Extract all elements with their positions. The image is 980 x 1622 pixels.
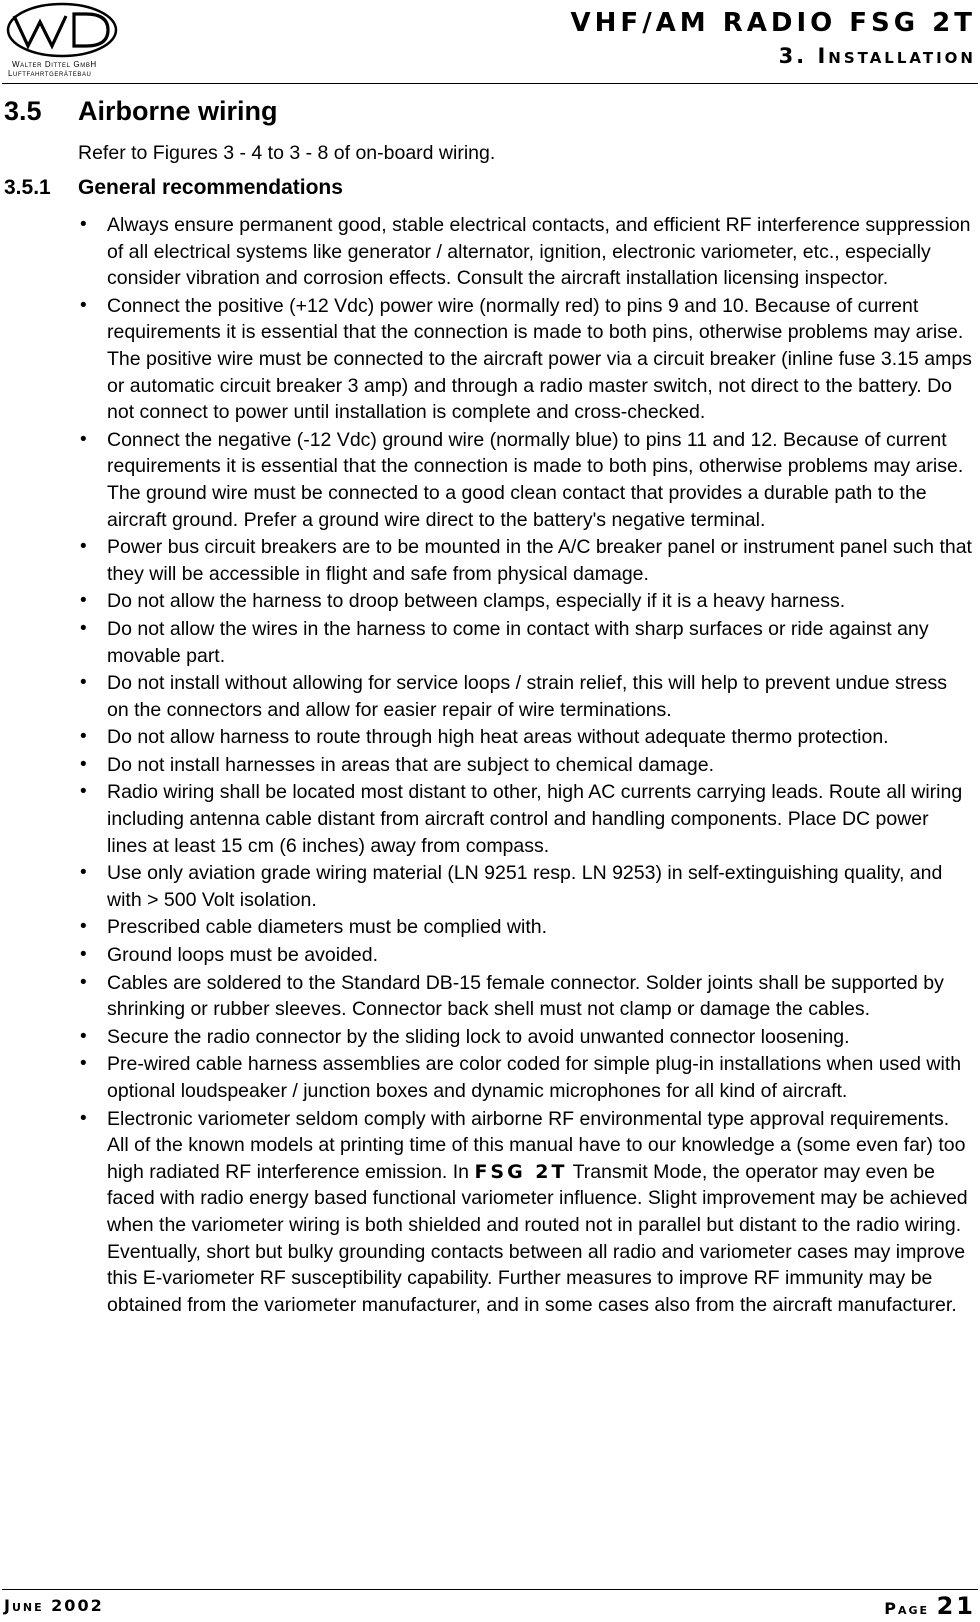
page-label: Page — [884, 1599, 930, 1618]
list-item-text: Ground loops must be avoided. — [107, 944, 379, 967]
chapter-title: 3. Installation — [778, 44, 976, 68]
list-item-text: Do not allow harness to route through high heat areas without adequate thermo protection. — [107, 726, 889, 749]
section-intro: Refer to Figures 3 - 4 to 3 - 8 of on-board wiring. — [78, 142, 496, 164]
bullet-icon: • — [80, 214, 87, 235]
header-divider — [2, 83, 978, 84]
bullet-icon: • — [80, 590, 87, 612]
list-item — [0, 212, 980, 292]
bullet-icon: • — [80, 753, 87, 775]
bullet-icon: • — [80, 726, 87, 748]
footer-date: June 2002 — [4, 1596, 104, 1615]
list-item-text: Cables are soldered to the Standard DB-15 female connector. Solder joints shall be supported by shrinking or rubber sleeves. Connector back shell must not clamp or damage the cables. — [107, 971, 944, 1021]
logo-company-name: Walter Dittel GmbH — [12, 60, 97, 69]
list-item-text: Prescribed cable diameters must be complied with. — [107, 916, 548, 939]
list-item-text: Do not allow the wires in the harness to come in contact with sharp surfaces or ride against any movable part. — [107, 617, 929, 667]
page-number: 21 — [936, 1592, 976, 1620]
list-item-text: Connect the positive (+12 Vdc) power wire (normally red) to pins 9 and 10. Because of current requirements it is essential that the connection is made to both pins, otherwise problems may arise. The positive wire must be connected to the aircraft power via a circuit breaker (inline fuse 3.15 amps or automatic circuit breaker 3 amp) and through a radio master switch, not direct to the battery. Do not connect to power until installation is complete and cross-checked. — [107, 294, 972, 424]
list-item — [0, 914, 980, 941]
list-item — [0, 1024, 980, 1051]
list-item-text-part1: Electronic variometer seldom comply with airborne RF environmental type approval requirements. All of the known models at printing time of this manual have to our knowledge a (some even far) too high radiated RF interference emission. In — [107, 1107, 966, 1183]
recommendations-list — [0, 212, 980, 1319]
product-name: FSG 2T — [474, 1160, 568, 1183]
section-title: Airborne wiring — [78, 96, 278, 126]
document-title: VHF/AM RADIO FSG 2T — [570, 8, 976, 38]
bullet-icon: • — [80, 1053, 87, 1075]
list-item-text: Use only aviation grade wiring material (LN 9251 resp. LN 9253) in self-extinguishing quality, and with > 500 Volt isolation. — [107, 862, 943, 911]
bullet-icon: • — [80, 1025, 87, 1047]
bullet-icon: • — [80, 916, 87, 938]
bullet-icon: • — [80, 781, 87, 803]
bullet-icon: • — [80, 971, 87, 993]
bullet-icon: • — [80, 617, 87, 639]
subsection-number: 3.5.1 — [4, 176, 51, 199]
list-item — [0, 970, 980, 1023]
list-item-text: Power bus circuit breakers are to be mounted in the A/C breaker panel or instrument panel such that they will be accessible in flight and safe from physical damage. — [107, 536, 972, 585]
list-item — [0, 1106, 980, 1319]
list-item — [0, 293, 980, 426]
company-logo — [4, 2, 134, 78]
list-item-text: Radio wiring shall be located most distant to other, high AC currents carrying leads. Route all wiring including antenna cable distant from aircraft control and handling components. Place DC power lines at least 15 cm (6 inches) away from compass. — [107, 781, 963, 857]
section-number: 3.5 — [4, 96, 42, 126]
list-item — [0, 752, 980, 779]
footer-divider — [2, 1589, 978, 1590]
list-item — [0, 534, 980, 587]
bullet-icon: • — [80, 536, 87, 558]
list-item — [0, 670, 980, 723]
logo-emblem-icon — [4, 2, 124, 62]
list-item-text: Do not allow the harness to droop between clamps, especially if it is a heavy harness. — [107, 590, 846, 613]
list-item-text: Secure the radio connector by the sliding lock to avoid unwanted connector loosening. — [107, 1025, 850, 1048]
list-item — [0, 1051, 980, 1104]
list-item — [0, 942, 980, 969]
list-item-text-part2: Transmit Mode, the operator may even be faced with radio energy based functional variometer influence. Slight improvement may be achieved when the variometer wiring is both shielded and routed not in parallel but distant to the radio wiring. Eventually, short but bulky grounding contacts between all radio and variometer cases may improve this E-variometer RF susceptibility capability. Further measures to improve RF immunity may be obtained from the variometer manufacturer, and in some cases also from the aircraft manufacturer. — [107, 1160, 968, 1316]
list-item-text: Always ensure permanent good, stable electrical contacts, and efficient RF interference suppression of all electrical systems like generator / alternator, ignition, electronic variometer, etc., especially consider vibration and corrosion effects. Consult the aircraft installation licensing inspector. — [107, 214, 971, 290]
bullet-icon: • — [80, 1107, 87, 1129]
bullet-icon: • — [80, 428, 87, 450]
bullet-icon: • — [80, 294, 87, 316]
list-item — [0, 616, 980, 669]
subsection-title: General recommendations — [78, 176, 343, 199]
bullet-icon: • — [80, 944, 87, 966]
bullet-icon: • — [80, 862, 87, 884]
list-item-text: Do not install harnesses in areas that are subject to chemical damage. — [107, 753, 714, 776]
list-item — [0, 860, 980, 913]
list-item-text: Pre-wired cable harness assemblies are color coded for simple plug-in installations when used with optional loudspeaker / junction boxes and dynamic microphones for all kind of aircraft. — [107, 1053, 962, 1102]
list-item — [0, 588, 980, 615]
list-item — [0, 724, 980, 751]
list-item-text: Connect the negative (-12 Vdc) ground wire (normally blue) to pins 11 and 12. Because of current requirements it is essential that the connection is made to both pins, otherwise problems may arise. The ground wire must be connected to a good clean contact that provides a durable path to the aircraft ground. Prefer a ground wire direct to the battery's negative terminal. — [107, 428, 964, 531]
footer-page — [884, 1592, 976, 1620]
logo-subtitle: Luftfahrtgerätebau — [8, 69, 92, 78]
list-item — [0, 427, 980, 533]
list-item-text: Do not install without allowing for service loops / strain relief, this will help to prevent undue stress on the connectors and allow for easier repair of wire terminations. — [107, 672, 947, 721]
bullet-icon: • — [80, 672, 87, 694]
list-item — [0, 779, 980, 859]
